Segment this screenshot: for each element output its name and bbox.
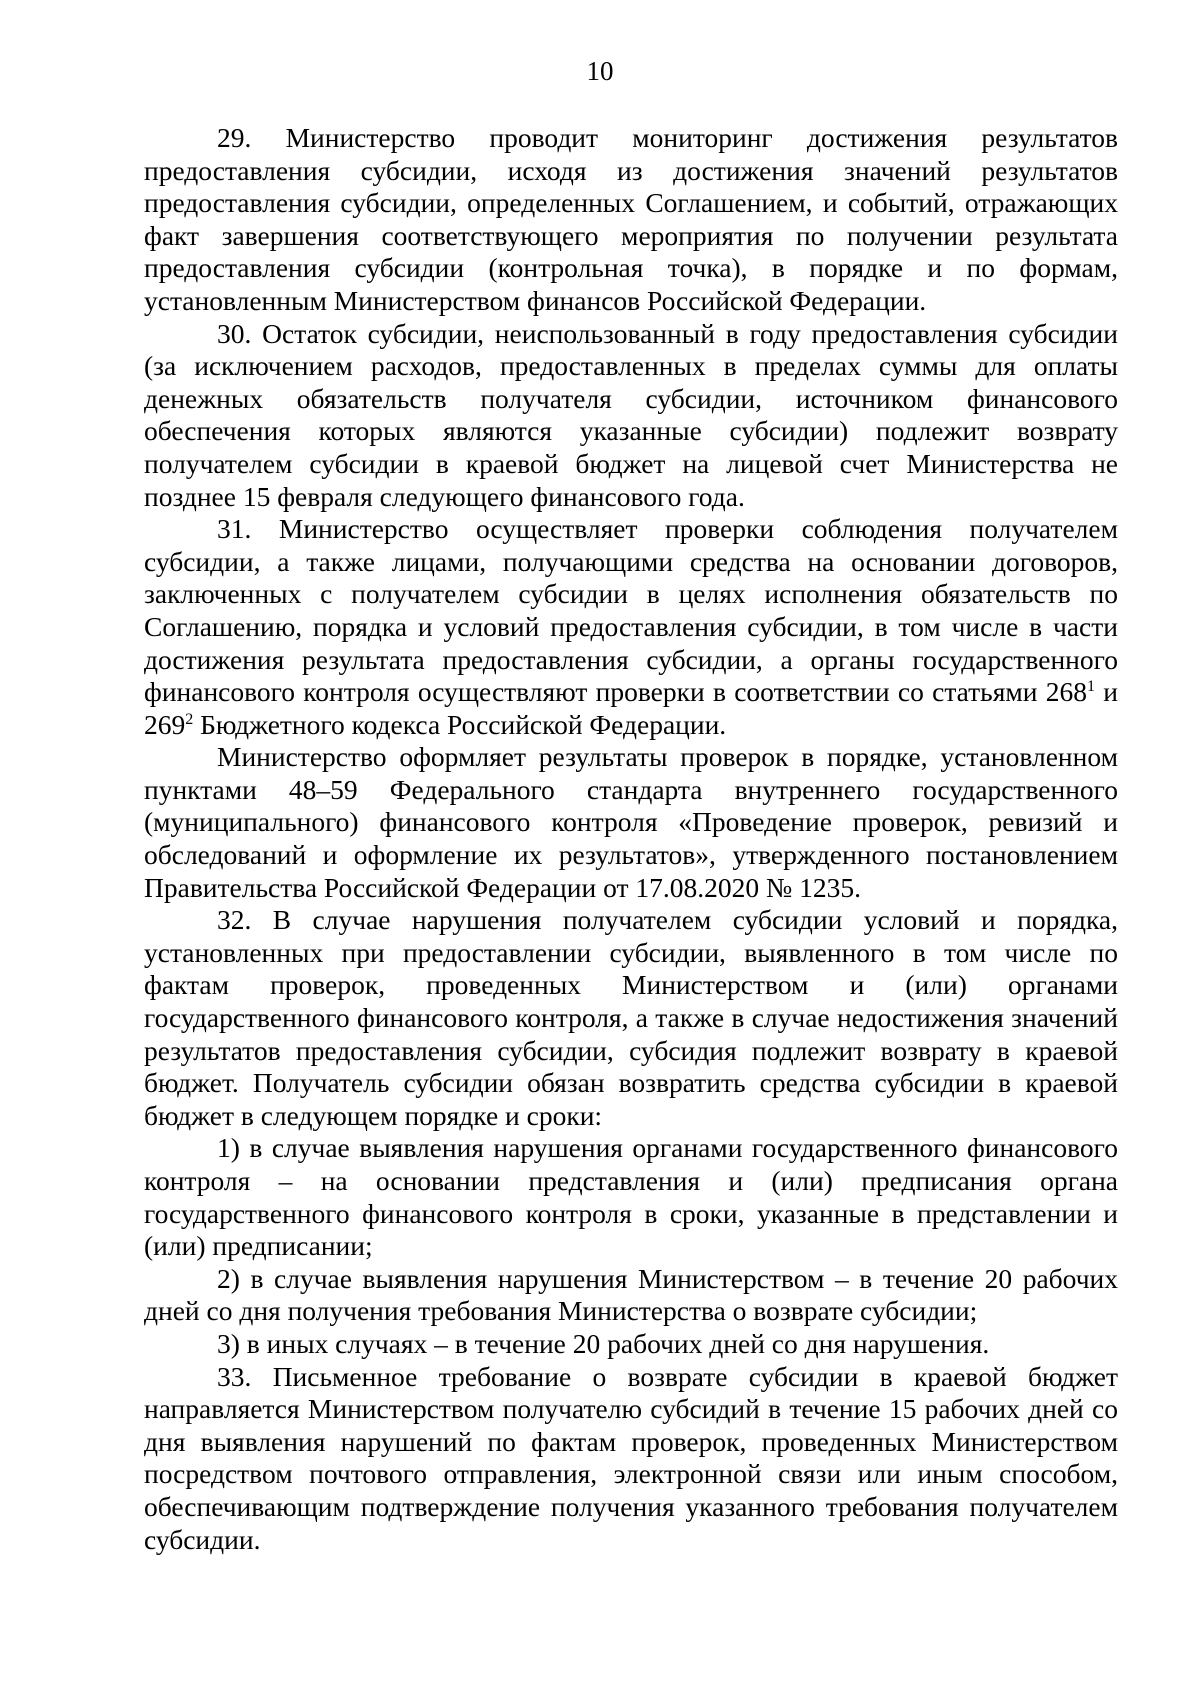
paragraph-31-text-a: 31. Министерство осуществляет проверки соблюдения получателем субсидии, а также лицами, получающими средства на основании договоров, заключенных с получателем субсидии в целях исполнения обязательств по Соглашению, порядка и условий предоставления субсидии, в том числе в части достижения результата предоставления субсидии, а органы государственного финансового контроля осуществляют проверки в соответствии со статьями 268 (144, 513, 1118, 708)
paragraph-30: 30. Остаток субсидии, неиспользованный в году предоставления субсидии (за исключением расходов, предоставленных в пределах суммы для оплаты денежных обязательств получателя субсидии, источником финансового обеспечения которых являются указанные субсидии) подлежит возврату получателем субсидии в краевой бюджет на лицевой счет Министерства не позднее 15 февраля следующего финансового года. (144, 317, 1118, 512)
document-body (144, 122, 1118, 1556)
page-number: 10 (586, 56, 614, 86)
paragraph-31-text-b: и 269 (144, 676, 1119, 740)
paragraph-32: 32. В случае нарушения получателем субсидии условий и порядка, установленных при предоставлении субсидии, выявленного в том числе по фактам проверок, проведенных Министерством и (или) органами государственного финансового контроля, а также в случае недостижения значений результатов предоставления субсидии, субсидия подлежит возврату в краевой бюджет. Получатель субсидии обязан возвратить средства субсидии в краевой бюджет в следующем порядке и сроки: (144, 904, 1118, 1131)
footnote-superscript-1: 1 (1087, 677, 1096, 695)
paragraph-33: 33. Письменное требование о возврате субсидии в краевой бюджет направляется Министерством получателю субсидий в течение 15 рабочих дней со дня выявления нарушений по фактам проверок, проведенных Министерством посредством почтового отправления, электронной связи или иным способом, обеспечивающим подтверждение получения указанного требования получателем субсидии. (144, 1360, 1118, 1555)
paragraph-29: 29. Министерство проводит мониторинг достижения результатов предоставления субсидии, исходя из достижения значений результатов предоставления субсидии, определенных Соглашением, и событий, отражающих факт завершения соответствующего мероприятия по получении результата предоставления субсидии (контрольная точка), в порядке и по формам, установленным Министерством финансов Российской Федерации. (144, 122, 1118, 316)
footnote-superscript-2: 2 (185, 710, 194, 728)
paragraph-32-item-1: 1) в случае выявления нарушения органами государственного финансового контроля – на основании представления и (или) предписания органа государственного финансового контроля в сроки, указанные в представлении и (или) предписании; (144, 1132, 1118, 1262)
paragraph-32-item-2: 2) в случае выявления нарушения Министерством – в течение 20 рабочих дней со дня получения требования Министерства о возврате субсидии; (144, 1262, 1118, 1327)
paragraph-32-item-3: 3) в иных случаях – в течение 20 рабочих дней со дня нарушения. (217, 1327, 990, 1359)
paragraph-31-text-c: Бюджетного кодекса Российской Федерации. (193, 708, 727, 740)
paragraph-31-continuation: Министерство оформляет результаты проверок в порядке, установленном пунктами 48–59 Федерального стандарта внутреннего государственного (муниципального) финансового контроля «Проведение проверок, ревизий и обследований и оформление их результатов», утвержденного постановлением Правительства Российской Федерации от 17.08.2020 № 1235. (144, 741, 1118, 903)
paragraph-31 (144, 513, 1118, 741)
